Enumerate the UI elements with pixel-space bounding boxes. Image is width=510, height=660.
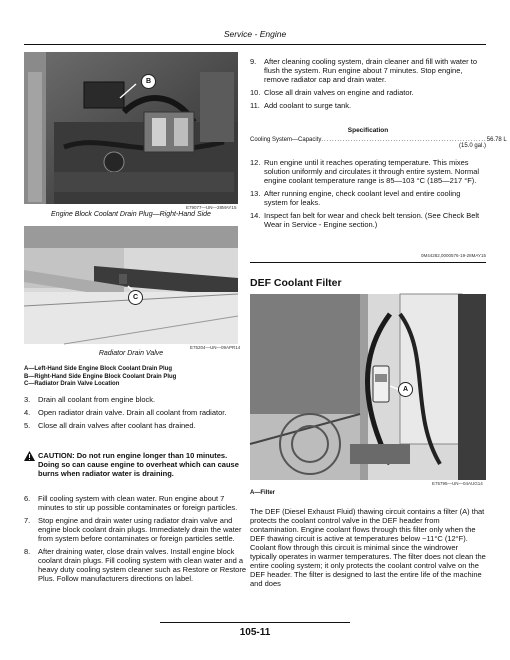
specification-label: Cooling System—Capacity bbox=[250, 137, 322, 143]
step-text: Close all drain valves after coolant has drained. bbox=[38, 421, 196, 430]
steps-list bbox=[250, 158, 486, 233]
step-text: Close all drain valves on engine and radiator. bbox=[264, 88, 414, 97]
step-item bbox=[250, 101, 486, 110]
engine-block-photo bbox=[24, 52, 238, 204]
step-number: 7. bbox=[24, 516, 31, 525]
def-filter-photo bbox=[250, 294, 486, 480]
legend-item: B—Right-Hand Side Engine Block Coolant Drain Plug bbox=[24, 373, 177, 380]
step-item bbox=[24, 421, 244, 430]
step-item bbox=[24, 408, 244, 417]
step-number: 5. bbox=[24, 421, 31, 430]
specification-value-alt: (15.0 gal.) bbox=[458, 143, 486, 149]
step-number: 4. bbox=[24, 408, 31, 417]
specification-block bbox=[250, 127, 507, 149]
step-number: 13. bbox=[250, 189, 261, 198]
header-title: Service - Engine bbox=[223, 29, 287, 39]
figure-legend bbox=[24, 366, 238, 389]
callout-a: A bbox=[398, 382, 413, 397]
section-title: DEF Coolant Filter bbox=[250, 277, 342, 289]
steps-list bbox=[24, 395, 244, 434]
step-number: 6. bbox=[24, 494, 31, 503]
leader-dots: .............................................................. bbox=[321, 137, 487, 143]
step-item bbox=[24, 395, 244, 404]
figure-caption: Radiator Drain Valve bbox=[98, 350, 164, 357]
step-text: After cleaning cooling system, drain cleaner and fill with water to flush the system. Run engine about 7 minutes. Stop engine, remove radiator cap and drain water. bbox=[264, 57, 478, 84]
footer-rule bbox=[160, 622, 350, 623]
figure-caption: Engine Block Coolant Drain Plug—Right-Hand Side bbox=[51, 211, 211, 218]
steps-list bbox=[250, 57, 486, 114]
page-header bbox=[0, 0, 510, 44]
figure-id: E79077—UN—28MAY15 bbox=[186, 205, 237, 210]
caution-block bbox=[24, 451, 246, 478]
step-item bbox=[24, 547, 246, 583]
step-text: Stop engine and drain water using radiator drain valve and engine block coolant drain plugs. Immediately drain the water from system before contaminates or foreign particles settle. bbox=[38, 516, 242, 543]
step-text: Open radiator drain valve. Drain all coolant from radiator. bbox=[38, 408, 227, 417]
step-text: After running engine, check coolant level and entire cooling system for leaks. bbox=[264, 189, 461, 207]
legend-item: A—Left-Hand Side Engine Block Coolant Drain Plug bbox=[24, 366, 173, 372]
step-text: Drain all coolant from engine block. bbox=[38, 395, 156, 404]
step-number: 9. bbox=[250, 57, 257, 66]
callout-b: B bbox=[141, 74, 156, 89]
step-item bbox=[24, 494, 246, 512]
step-item bbox=[24, 516, 246, 543]
document-id: 0M44282,0000576-19-28MAY15 bbox=[421, 253, 486, 258]
step-text: Inspect fan belt for wear and check belt tension. (See Check Belt Wear in Service - Engine section.) bbox=[264, 211, 480, 229]
legend-item: C—Radiator Drain Valve Location bbox=[24, 381, 120, 387]
figure-id: E75204—UN—09APR14 bbox=[190, 345, 241, 350]
section-rule bbox=[250, 262, 486, 263]
caution-text: CAUTION: Do not run engine longer than 10 minutes. Doing so can cause engine to overheat which can cause burns when radiator water is draining. bbox=[38, 451, 239, 478]
step-number: 10. bbox=[250, 88, 261, 97]
callout-c: C bbox=[128, 290, 143, 305]
step-number: 14. bbox=[250, 211, 261, 220]
step-number: 12. bbox=[250, 158, 261, 167]
figure-id: E75795—UN—04AUG14 bbox=[432, 481, 483, 486]
specification-row bbox=[250, 137, 507, 143]
step-item bbox=[250, 158, 486, 185]
page-number: 105-11 bbox=[239, 627, 271, 638]
warning-icon bbox=[24, 451, 38, 478]
specification-value: 56.78 L bbox=[486, 137, 507, 143]
step-number: 3. bbox=[24, 395, 31, 404]
radiator-photo bbox=[24, 226, 238, 344]
specification-title: Specification bbox=[347, 127, 389, 134]
header-rule bbox=[24, 44, 486, 45]
step-item bbox=[250, 88, 486, 97]
step-text: After draining water, close drain valves. Install engine block coolant drain plugs. Fill cooling system with clean water and a heavy duty cooling system cleaner such as Restore or Restore Plus. Follow manufacturers directions on label. bbox=[38, 547, 247, 583]
steps-list bbox=[24, 494, 246, 587]
def-body-text: The DEF (Diesel Exhaust Fluid) thawing circuit contains a filter (A) that protects the coolant control valve in the DEF header from contamination. Engine coolant flows through this filter only when the DEF thawing circuit is active at temperatures below −11°C (12°F). Coolant flow through this circuit is minimal since the windrower typically operates in warmer temperatures. The filter does not clean the entire cooling system; it only protects the coolant control valve on the DEF header. The filter is designed to last the entire life of the machine and does bbox=[250, 507, 486, 588]
step-item bbox=[250, 57, 486, 84]
step-number: 8. bbox=[24, 547, 31, 556]
step-text: Fill cooling system with clean water. Run engine about 7 minutes to stir up possible contaminates or foreign particles. bbox=[38, 494, 238, 512]
step-text: Run engine until it reaches operating temperature. This mixes solution uniformly and circulates it through entire system. Normal engine coolant temperature range is 85—103 °C (185—217 °F). bbox=[264, 158, 480, 185]
step-item bbox=[250, 211, 486, 229]
figure-legend: A—Filter bbox=[250, 490, 276, 496]
step-number: 11. bbox=[250, 101, 260, 110]
step-text: Add coolant to surge tank. bbox=[264, 101, 352, 110]
step-item bbox=[250, 189, 486, 207]
